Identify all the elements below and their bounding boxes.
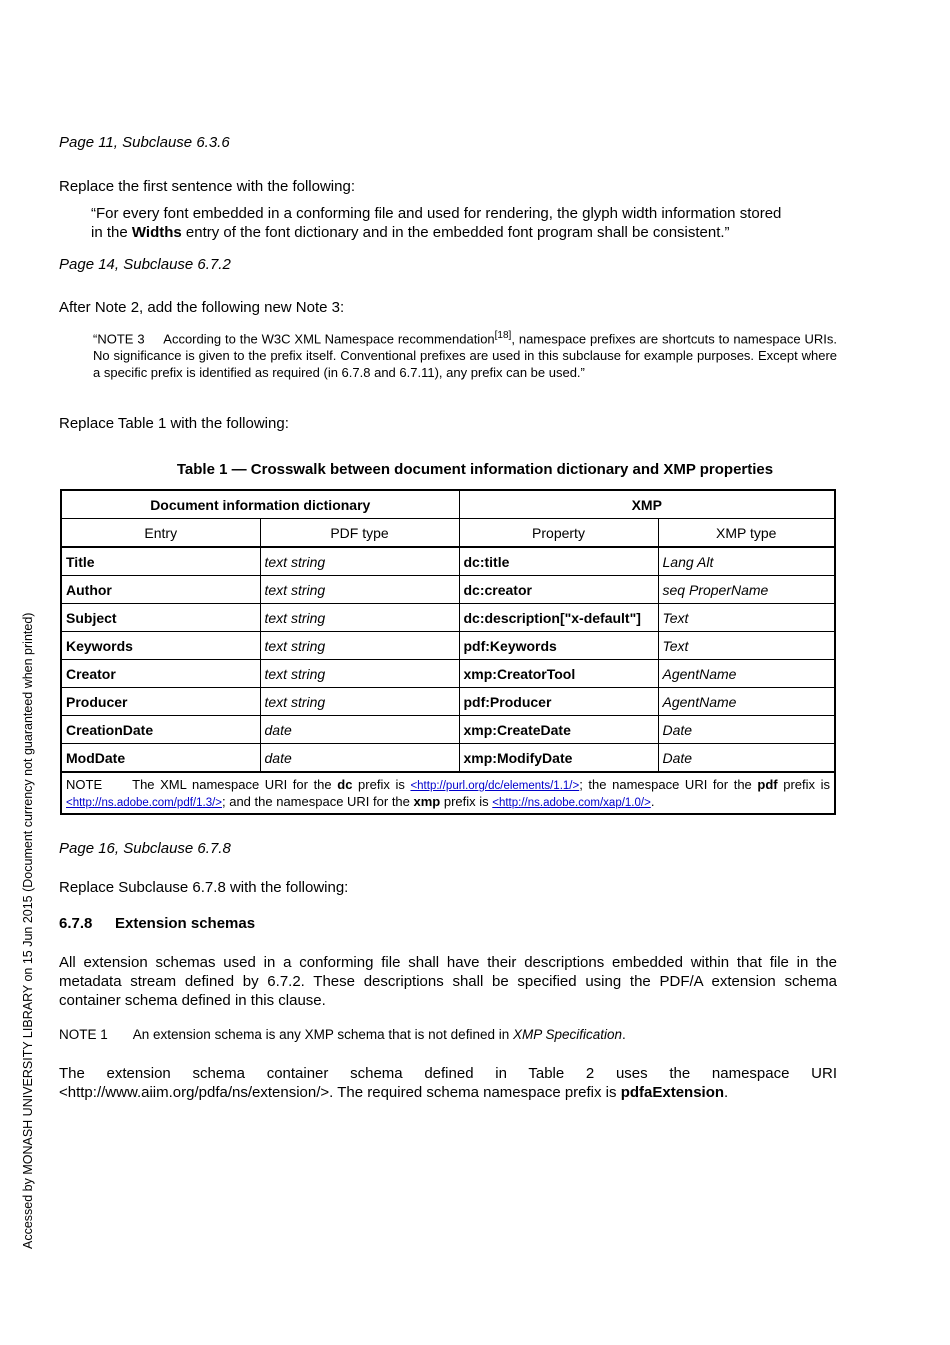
cell-property: xmp:ModifyDate — [459, 744, 658, 773]
note1-label: NOTE 1 — [59, 1027, 108, 1042]
table-row — [61, 688, 835, 716]
cell-pdf-type: text string — [260, 604, 459, 632]
note-bold-xmp: xmp — [413, 794, 441, 809]
quote-pre: in the — [91, 224, 132, 241]
cell-xmp-type: AgentName — [658, 688, 835, 716]
cell-property: xmp:CreatorTool — [459, 660, 658, 688]
note-text: prefix is — [440, 794, 493, 809]
cell-property: pdf:Keywords — [459, 632, 658, 660]
col-header-property: Property — [459, 519, 658, 548]
note-text: ; and the namespace URI for the — [222, 794, 414, 809]
quote-line1: “For every font embedded in a conforming file and used for rendering, the glyph width information stored — [91, 205, 782, 222]
column-header-row — [61, 519, 835, 548]
col-header-xmp-type: XMP type — [658, 519, 835, 548]
table-row — [61, 547, 835, 576]
group-header-row — [61, 490, 835, 519]
col-header-pdf-type: PDF type — [260, 519, 459, 548]
cell-property: dc:description["x-default"] — [459, 604, 658, 632]
table-row — [61, 576, 835, 604]
note3-lead: “NOTE 3 According to the W3C XML Namespace recommendation — [93, 331, 495, 347]
table-row — [61, 632, 835, 660]
section-heading — [59, 915, 255, 932]
cell-xmp-type: seq ProperName — [658, 576, 835, 604]
group-header-docinfo: Document information dictionary — [61, 490, 459, 519]
cell-property: dc:creator — [459, 576, 658, 604]
page16-instruction: Replace Subclause 6.7.8 with the following: — [59, 879, 349, 896]
cell-pdf-type: text string — [260, 632, 459, 660]
table-row — [61, 660, 835, 688]
cell-entry: Creator — [61, 660, 260, 688]
cell-entry: CreationDate — [61, 716, 260, 744]
table-row — [61, 716, 835, 744]
note-text: ; the namespace URI for the — [579, 777, 758, 792]
cell-xmp-type: Text — [658, 604, 835, 632]
table-note-label: NOTE — [66, 777, 103, 792]
page11-heading: Page 11, Subclause 6.3.6 — [59, 134, 230, 151]
note3-rest: , namespace prefixes are shortcuts to namespace URIs. No significance is given to the prefix itself. Conventional prefixes are used in this subclause for example purposes. Except where a specific prefix is identified as required (in 6.7.8 and 6.7.11), any prefix can be used.” — [93, 331, 841, 381]
section-para1: All extension schemas used in a conforming file shall have their descriptions embedded within that file in the metadata stream defined by 6.7.2. These descriptions shall be specified using the PDF/A extension schema container schema defined in this clause. — [59, 954, 837, 1009]
note-text: prefix is — [352, 777, 411, 792]
cell-pdf-type: text string — [260, 547, 459, 576]
crosswalk-table — [60, 489, 836, 815]
page14-instruction: After Note 2, add the following new Note 3: — [59, 299, 345, 316]
cell-entry: ModDate — [61, 744, 260, 773]
note-text: prefix is — [777, 777, 830, 792]
cell-pdf-type: text string — [260, 688, 459, 716]
cell-xmp-type: Lang Alt — [658, 547, 835, 576]
para2-text: The extension schema container schema defined in Table 2 uses the namespace URI <http://www.aiim.org/pdfa/ns/extension/>. The required schema namespace prefix is — [59, 1065, 837, 1101]
note1-italic: XMP Specification — [512, 1027, 623, 1042]
cell-pdf-type: text string — [260, 576, 459, 604]
section-note1 — [59, 1027, 626, 1042]
access-watermark: Accessed by MONASH UNIVERSITY LIBRARY on 15 Jun 2015 (Document currency not guaranteed when printed) — [21, 612, 35, 1249]
page11-instruction: Replace the first sentence with the following: — [59, 178, 355, 195]
xmp-namespace-link[interactable]: <http://ns.adobe.com/xap/1.0/> — [492, 797, 651, 809]
cell-entry: Producer — [61, 688, 260, 716]
cell-entry: Subject — [61, 604, 260, 632]
quote-post: entry of the font dictionary and in the embedded font program shall be consistent.” — [181, 224, 730, 241]
note1-end: . — [622, 1027, 626, 1042]
cell-pdf-type: text string — [260, 660, 459, 688]
page11-quote — [91, 204, 851, 242]
table-row — [61, 604, 835, 632]
section-title: Extension schemas — [115, 915, 256, 932]
col-header-entry: Entry — [61, 519, 260, 548]
page14-heading: Page 14, Subclause 6.7.2 — [59, 256, 231, 273]
quote-bold: Widths — [131, 224, 182, 241]
page14-note3 — [93, 327, 841, 381]
note3-ref: [18] — [494, 330, 512, 341]
para2-bold: pdfaExtension — [620, 1084, 725, 1101]
table-note — [61, 772, 835, 814]
cell-property: pdf:Producer — [459, 688, 658, 716]
note-text: The XML namespace URI for the — [132, 777, 338, 792]
section-number: 6.7.8 — [59, 915, 93, 932]
table-note-row — [61, 772, 835, 814]
cell-pdf-type: date — [260, 744, 459, 773]
para2-end: . — [724, 1084, 729, 1101]
cell-property: xmp:CreateDate — [459, 716, 658, 744]
cell-entry: Title — [61, 547, 260, 576]
cell-entry: Keywords — [61, 632, 260, 660]
group-header-xmp: XMP — [459, 490, 835, 519]
note-bold-dc: dc — [337, 777, 353, 792]
cell-pdf-type: date — [260, 716, 459, 744]
table-instruction: Replace Table 1 with the following: — [59, 415, 289, 432]
cell-property: dc:title — [459, 547, 658, 576]
cell-xmp-type: Text — [658, 632, 835, 660]
cell-xmp-type: AgentName — [658, 660, 835, 688]
page16-heading: Page 16, Subclause 6.7.8 — [59, 840, 231, 857]
cell-xmp-type: Date — [658, 744, 835, 773]
table-row — [61, 744, 835, 773]
table1-caption: Table 1 — Crosswalk between document information dictionary and XMP properties — [176, 461, 774, 478]
note-bold-pdf: pdf — [757, 777, 778, 792]
cell-xmp-type: Date — [658, 716, 835, 744]
pdf-namespace-link[interactable]: <http://ns.adobe.com/pdf/1.3/> — [66, 797, 222, 809]
note-text: . — [650, 794, 655, 809]
cell-entry: Author — [61, 576, 260, 604]
note1-text: An extension schema is any XMP schema that is not defined in — [132, 1027, 513, 1042]
dc-namespace-link[interactable]: <http://purl.org/dc/elements/1.1/> — [410, 780, 580, 792]
section-para2 — [59, 1064, 837, 1102]
